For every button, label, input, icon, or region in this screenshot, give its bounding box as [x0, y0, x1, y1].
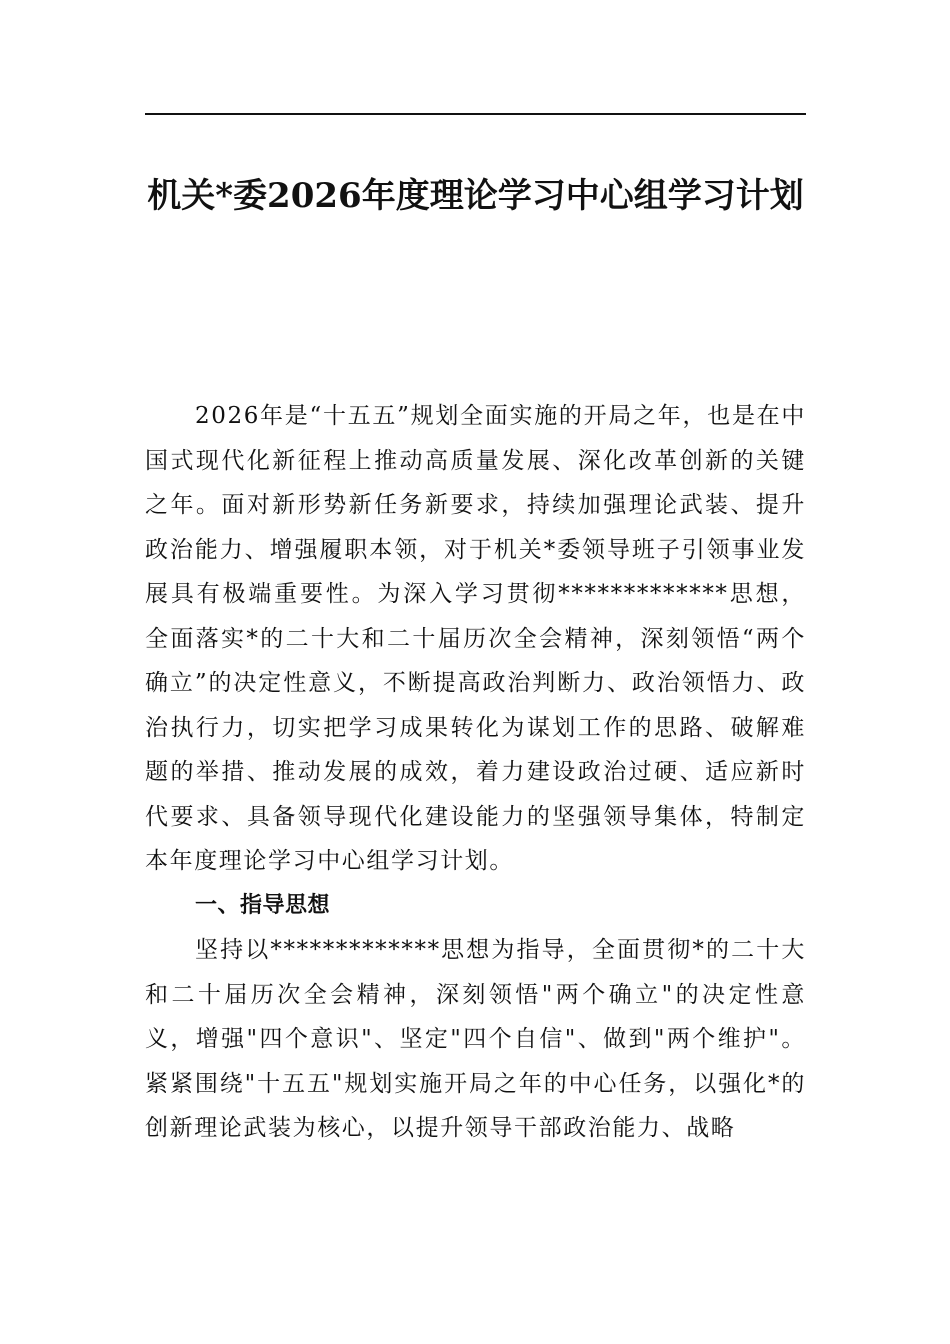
section-heading-guiding-ideology: 一、指导思想 [195, 892, 331, 918]
intro-paragraph: 2026年是“十五五”规划全面实施的开局之年，也是在中国式现代化新征程上推动高质量发展、深化改革创新的关键之年。面对新形势新任务新要求，持续加强理论武装、提升政治能力、增强履职本领，对于机关*委领导班子引领事业发展具有极端重要性。为深入学习贯彻*************思想，全面落实*的二十大和二十届历次全会精神，深刻领悟“两个确立”的决定性意义，不断提高政治判断力、政治领悟力、政治执行力，切实把学习成果转化为谋划工作的思路、破解难题的举措、推动发展的成效，着力建设政治过硬、适应新时代要求、具备领导现代化建设能力的坚强领导集体，特制定本年度理论学习中心组学习计划。 [145, 403, 806, 874]
section-paragraph-guiding-ideology: 坚持以*************思想为指导，全面贯彻*的二十大和二十届历次全会精神，深刻领悟"两个确立"的决定性意义，增强"四个意识"、坚定"四个自信"、做到"两个维护"。紧紧围绕"十五五"规划实施开局之年的中心任务，以强化*的创新理论武装为核心，以提升领导干部政治能力、战略 [145, 937, 806, 1141]
document-body [145, 394, 806, 1151]
document-title: 机关*委2026年度理论学习中心组学习计划 [147, 176, 804, 216]
header-rule [145, 113, 806, 115]
